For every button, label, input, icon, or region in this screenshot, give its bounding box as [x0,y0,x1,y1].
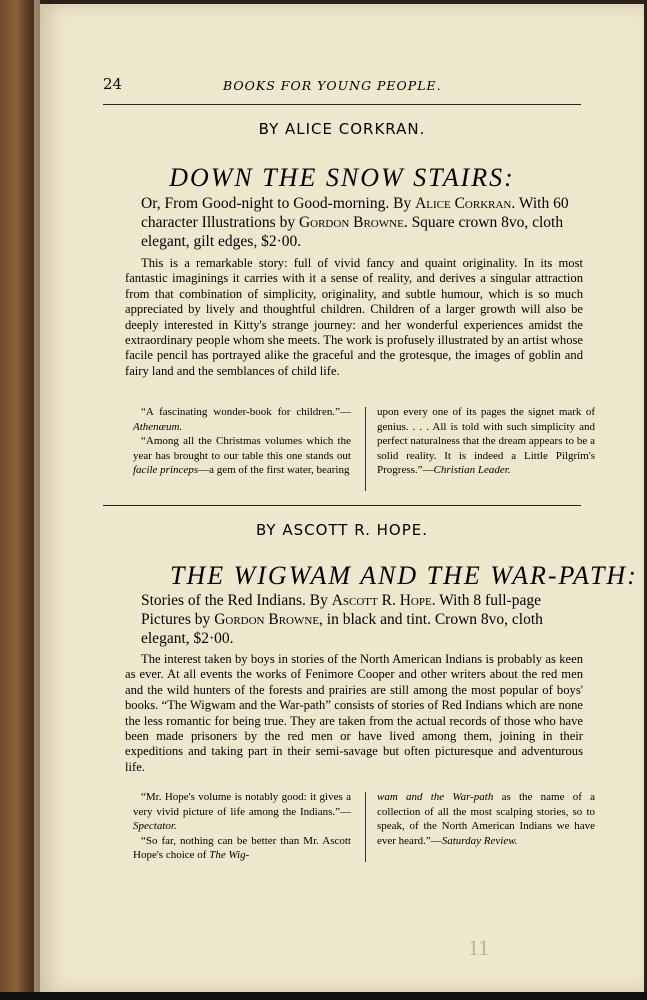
illustrator-name: Gordon Browne [298,214,404,231]
review-source: Saturday Review. [441,834,518,847]
page-mark: 11 [468,935,490,960]
review-quote: “A fascinating wonder-book for children.”—Athenæum. [133,406,351,433]
author-heading: BY ALICE CORKRAN. [258,120,426,138]
details-text: . With 60 character Illustrations by [141,195,569,231]
book-title: THE WIGWAM AND THE WAR-PATH: [170,561,638,590]
illustrator-name: Gordon Browne [214,611,320,628]
author-heading: BY ASCOTT R. HOPE. [255,521,429,539]
review-column-right [377,405,595,478]
book-details [141,591,586,648]
press-reviews [133,790,595,864]
page-header [103,75,581,97]
page-number: 24 [103,75,123,93]
details-text: . Square crown 8vo, cloth elegant, gilt edges, $2·00. [141,214,564,250]
review-column-left [133,405,351,478]
header-rule [103,104,581,105]
review-source: Spectator. [133,820,177,833]
author-name: Ascott R. Hope [331,592,432,609]
review-source: Athenæum. [133,420,183,433]
review-column-left [133,790,351,863]
running-title: BOOKS FOR YOUNG PEOPLE. [223,78,442,93]
review-source: Christian Leader. [433,464,511,477]
review-divider [365,792,366,862]
author-name: Alice Corkran [415,195,512,212]
book-details [141,194,586,251]
details-text: , in black and tint. Crown 8vo, cloth elegant, $2·00. [141,611,543,647]
details-text: Stories of the Red Indians. By [141,592,332,609]
press-reviews [133,405,595,493]
review-divider [365,407,366,491]
details-text: . With 8 full-page Pictures by [141,592,541,628]
section-rule [103,505,581,506]
page-shadow [0,992,647,1000]
details-text: Or, From Good-night to Good-morning. By [141,195,416,212]
book-description: This is a remarkable story: full of vivid fancy and quaint originality. In its most fantastic imaginings it carries with it a sense of reality, and derives a singular attraction from that combination of simplicity, originality, and subtle humour, which is so much appreciated by lively and thoughtful children. Children of a larger growth will also be deeply interested in Kitty's strange journey: and her wonderful experiences amidst the extraordinary people whom she meets. The work is profusely illustrated by an artist whose facile pencil has portrayed alike the graceful and the grotesque, the images of goblin and fairy land and the semblances of child life. [125,256,583,378]
book-title: DOWN THE SNOW STAIRS: [169,163,515,192]
review-quote: “So far, nothing can be better than Mr. Ascott Hope's choice of The Wig- [133,834,351,862]
review-quote: wam and the War-path as the name of a collection of all the most scalping stories, so to speak, of the North American Indians we have ever heard.”—Saturday Review. [377,791,595,847]
review-quote: “Among all the Christmas volumes which the year has brought to our table this one stands out facile princeps—a gem of the first water, bearing [133,435,351,477]
review-quote: upon every one of its pages the signet mark of genius. . . . All is told with such simplicity and perfect naturalness that the dream appears to be a solid reality. It is indeed a Little Pilgrim's Progress.”—Christian Leader. [377,406,595,477]
review-quote: “Mr. Hope's volume is notably good: it gives a very vivid picture of life among the Indians.”—Spectator. [133,791,351,833]
book-description: The interest taken by boys in stories of the North American Indians is probably as keen as ever. At all events the works of Fenimore Cooper and other writers about the red men and the wild hunters of the forests and prairies are still among the most popular of boys' books. “The Wigwam and the War-path” consists of stories of Red Indians which are none the less romantic for being true. They are taken from the actual records of those who have been made prisoners by the red men or have lived among them, joining in their expeditions and taking part in their semi-savage but often picturesque and adventurous life. [125,652,583,774]
review-column-right [377,790,595,848]
